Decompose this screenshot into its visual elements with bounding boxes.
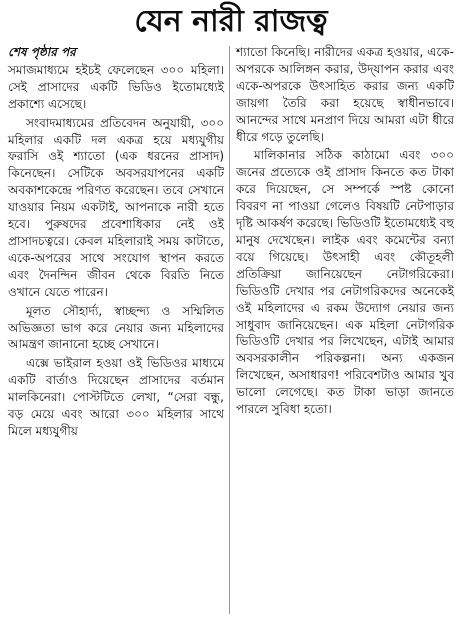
paragraph: এক্সে ভাইরাল হওয়া ওই ভিডিওর মাধ্যমে একটি বার্তাও দিয়েছেন প্রাসাদের বর্তমান মালকিনেরা। পোস্টটিতে লেখা, “সেরা বন্ধু, বড় মেয়ে এবং আরো ৩০০ মহিলার সাথে মিলে মধ্যযুগীয় bbox=[8, 356, 224, 438]
right-column bbox=[236, 44, 454, 418]
headline: যেন নারী রাজত্ব bbox=[134, 4, 328, 39]
paragraph: সমাজমাধ্যমে হইচই ফেলেছেন ৩০০ মহিলা। সেই প্রাসাদের একটি ভিডিও ইতোমধ্যেই প্রকাশ্যে এসেছে। bbox=[8, 62, 224, 111]
column-divider bbox=[229, 46, 230, 614]
paragraph: সংবাদমাধ্যমের প্রতিবেদন অনুযায়ী, ৩০০ মহিলার একটি দল একত্র হয়ে মধ্যযুগীয় ফরাসি ওই শ্যাতো (এক ধরনের প্রাসাদ) কিনেছেন। সেটিকে অবসরযাপনের একটি অবকাশকেন্দ্রে পরিণত করেছেন। তবে সেখানে যাওয়ার নিয়ম একটাই, আপনাকে নারী হতে হবে। পুরুষদের প্রবেশাধিকার নেই ওই প্রাসাদচত্বরে। কেবল মহিলারাই সময় কাটাতে, একে-অপরের সাথে সংযোগ স্থাপন করতে এবং দৈনন্দিন জীবন থেকে বিরতি নিতে ওখানে যেতে পারেন। bbox=[8, 115, 224, 299]
paragraph: মূলত সৌহার্দ্য, স্বাচ্ছন্দ্য ও সম্মিলিত অভিজ্ঞতা ভাগ করে নেয়ার জন্য মহিলাদের আমন্ত্রণ জানানো হচ্ছে সেখানে। bbox=[8, 303, 224, 352]
continued-from-label: শেষ পৃষ্ঠার পর bbox=[8, 45, 76, 59]
left-column bbox=[8, 44, 224, 440]
paragraph: শ্যাতো কিনেছি। নারীদের একত্র হওয়ার, একে-অপরকে আলিঙ্গন করার, উদ্‌যাপন করার এবং একে-অপরকে উৎসাহিত করার জন্য একটি জায়গা তৈরি করা হয়েছে স্বাধীনভাবে। আনন্দের সাথে মনপ্রাণ দিয়ে আমরা এটা ধীরে ধীরে গড়ে তুলেছি। bbox=[236, 45, 454, 144]
paragraph: মালিকানার সঠিক কাঠামো এবং ৩০০ জনের প্রত্যেকে ওই প্রাসাদ কিনতে কত টাকা করে দিয়েছেন, সে সম্পর্কে স্পষ্ট কোনো বিবরণ না পাওয়া গেলেও বিষয়টি নেটপাড়ার দৃষ্টি আকর্ষণ করেছে। ভিডিওটি ইতোমধ্যেই বহু মানুষ দেখেছেন। লাইক এবং কমেন্টের বন্যা বয়ে গিয়েছে। উৎসাহী এবং কৌতূহলী প্রতিক্রিয়া জানিয়েছেন নেটাগরিকেরা। ভিডিওটি দেখার পর নেটাগরিকদের অনেকেই ওই মহিলাদের এ রকম উদ্যোগ নেয়ার জন্য সাধুবাদ জানিয়েছেন। এক মহিলা নেটাগরিক ভিডিওটি দেখার পর লিখেছেন, এটাই আমার অবসরকালীন পরিকল্পনা। অন্য একজন লিখেছেন, অসাধারণ! পরিবেশটাও আমার খুব ভালো লেগেছে। কত টাকা ভাড়া জানতে পারলে সুবিধা হতো। bbox=[236, 148, 454, 417]
